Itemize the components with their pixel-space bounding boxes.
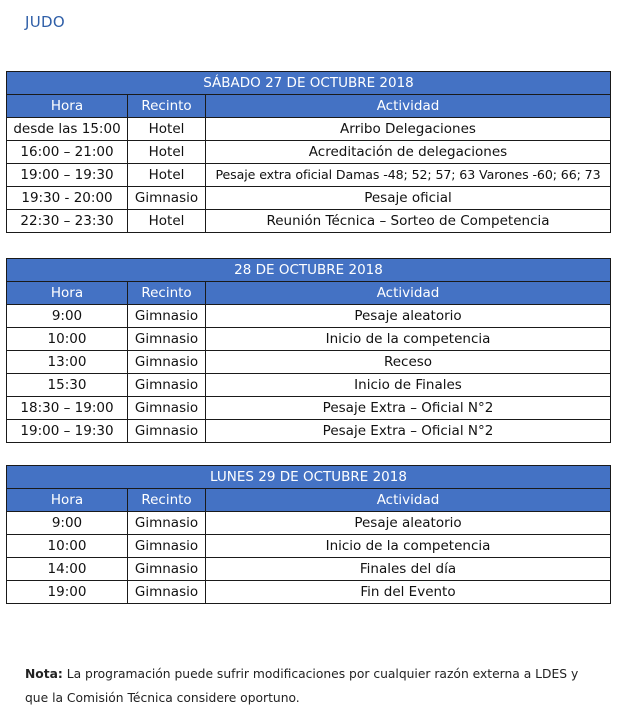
table-row [7, 535, 611, 558]
cell-recinto: Hotel [128, 118, 206, 141]
cell-recinto: Gimnasio [128, 581, 206, 604]
cell-hora: 15:30 [7, 374, 128, 397]
cell-recinto: Gimnasio [128, 420, 206, 443]
cell-actividad: Pesaje Extra – Oficial N°2 [206, 397, 611, 420]
cell-actividad: Inicio de la competencia [206, 535, 611, 558]
cell-actividad: Arribo Delegaciones [206, 118, 611, 141]
page-title: JUDO [25, 13, 65, 31]
cell-recinto: Gimnasio [128, 328, 206, 351]
table-row [7, 305, 611, 328]
table-row [7, 581, 611, 604]
cell-hora: 18:30 – 19:00 [7, 397, 128, 420]
cell-actividad: Receso [206, 351, 611, 374]
cell-recinto: Gimnasio [128, 535, 206, 558]
cell-actividad: Finales del día [206, 558, 611, 581]
table-day-title: 28 DE OCTUBRE 2018 [7, 259, 611, 282]
note-text: La programación puede sufrir modificaciones por cualquier razón externa a LDES y que la Comisión Técnica considere oportuno. [25, 667, 579, 705]
table-row [7, 558, 611, 581]
column-header-actividad: Actividad [206, 95, 611, 118]
cell-recinto: Gimnasio [128, 351, 206, 374]
table-row [7, 351, 611, 374]
table-row [7, 374, 611, 397]
schedule-table-day-3 [6, 465, 611, 604]
cell-hora: 16:00 – 21:00 [7, 141, 128, 164]
table-row [7, 210, 611, 233]
table-row [7, 420, 611, 443]
cell-actividad: Inicio de Finales [206, 374, 611, 397]
cell-hora: 19:00 – 19:30 [7, 164, 128, 187]
cell-actividad: Reunión Técnica – Sorteo de Competencia [206, 210, 611, 233]
cell-recinto: Hotel [128, 210, 206, 233]
footnote [25, 662, 600, 710]
cell-recinto: Gimnasio [128, 558, 206, 581]
cell-actividad: Pesaje extra oficial Damas -48; 52; 57; 63 Varones -60; 66; 73 [206, 164, 611, 187]
column-header-hora: Hora [7, 489, 128, 512]
cell-recinto: Gimnasio [128, 305, 206, 328]
cell-actividad: Pesaje aleatorio [206, 305, 611, 328]
table-row [7, 328, 611, 351]
cell-hora: 22:30 – 23:30 [7, 210, 128, 233]
cell-actividad: Fin del Evento [206, 581, 611, 604]
table-row [7, 141, 611, 164]
schedule-table-day-2 [6, 258, 611, 443]
column-header-actividad: Actividad [206, 282, 611, 305]
cell-actividad: Pesaje aleatorio [206, 512, 611, 535]
cell-actividad: Pesaje Extra – Oficial N°2 [206, 420, 611, 443]
cell-actividad: Pesaje oficial [206, 187, 611, 210]
cell-hora: 13:00 [7, 351, 128, 374]
cell-hora: 9:00 [7, 305, 128, 328]
column-header-hora: Hora [7, 95, 128, 118]
column-header-recinto: Recinto [128, 489, 206, 512]
cell-hora: 14:00 [7, 558, 128, 581]
cell-hora: 9:00 [7, 512, 128, 535]
cell-hora: 10:00 [7, 535, 128, 558]
schedule-table-day-1 [6, 71, 611, 233]
table-day-title: SÁBADO 27 DE OCTUBRE 2018 [7, 72, 611, 95]
column-header-recinto: Recinto [128, 282, 206, 305]
column-header-hora: Hora [7, 282, 128, 305]
table-row [7, 187, 611, 210]
column-header-recinto: Recinto [128, 95, 206, 118]
cell-recinto: Hotel [128, 164, 206, 187]
cell-recinto: Gimnasio [128, 187, 206, 210]
cell-recinto: Gimnasio [128, 374, 206, 397]
cell-hora: 19:00 – 19:30 [7, 420, 128, 443]
cell-hora: 10:00 [7, 328, 128, 351]
cell-hora: desde las 15:00 [7, 118, 128, 141]
cell-actividad: Inicio de la competencia [206, 328, 611, 351]
table-row [7, 164, 611, 187]
cell-hora: 19:00 [7, 581, 128, 604]
cell-recinto: Gimnasio [128, 397, 206, 420]
note-label: Nota: [25, 667, 63, 681]
cell-hora: 19:30 - 20:00 [7, 187, 128, 210]
cell-recinto: Hotel [128, 141, 206, 164]
table-row [7, 397, 611, 420]
table-row [7, 512, 611, 535]
table-row [7, 118, 611, 141]
cell-actividad: Acreditación de delegaciones [206, 141, 611, 164]
table-day-title: LUNES 29 DE OCTUBRE 2018 [7, 466, 611, 489]
column-header-actividad: Actividad [206, 489, 611, 512]
cell-recinto: Gimnasio [128, 512, 206, 535]
